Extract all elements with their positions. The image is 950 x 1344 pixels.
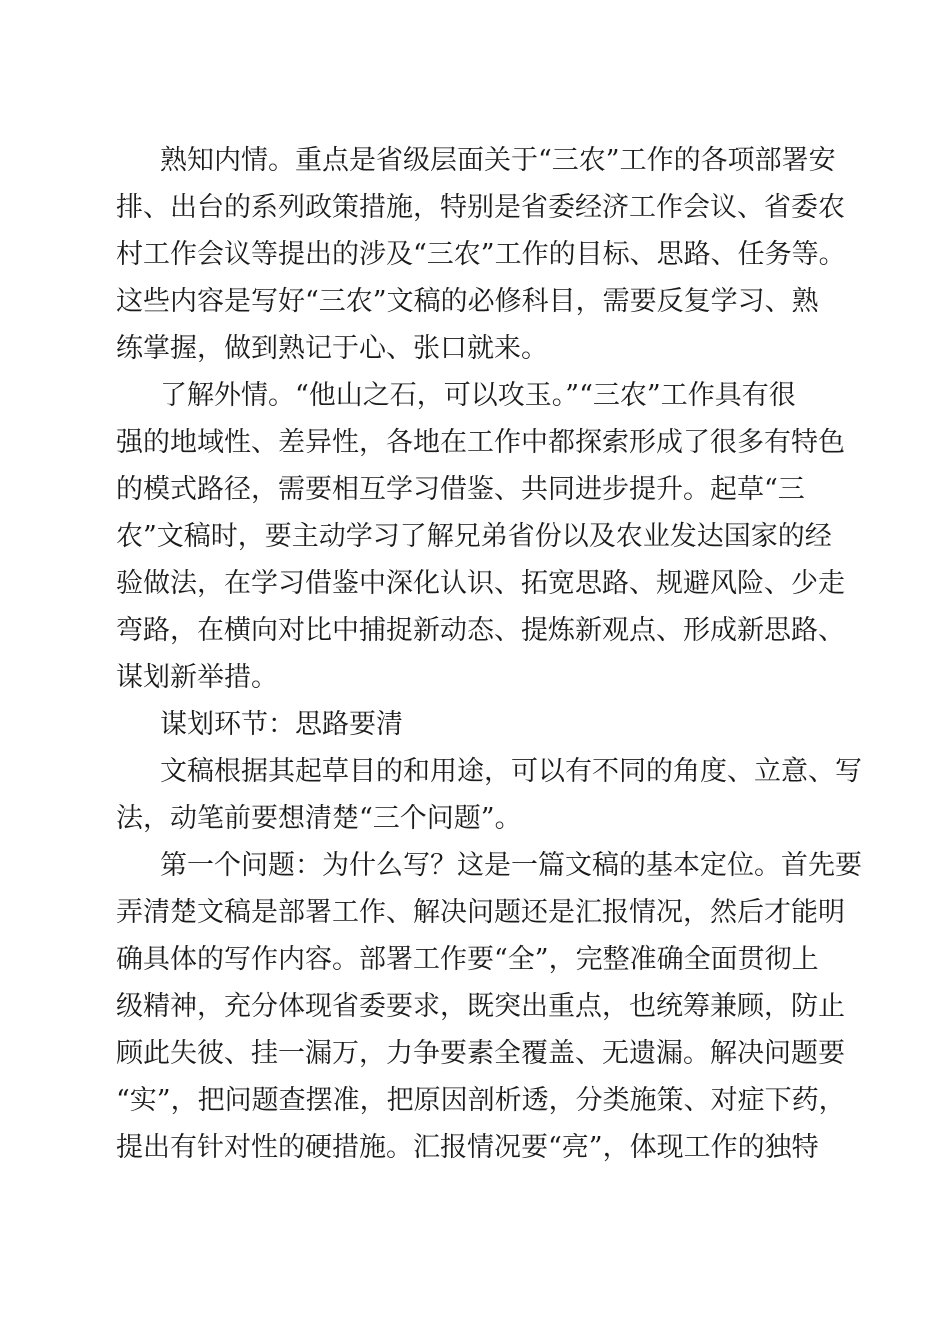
text-line: 验做法，在学习借鉴中深化认识、拓宽思路、规避风险、少走 <box>116 568 845 599</box>
text-line: 法，动笔前要想清楚“三个问题”。 <box>116 803 522 834</box>
text-line: 强的地域性、差异性，各地在工作中都探索形成了很多有特色 <box>116 427 845 458</box>
text-line: 提出有针对性的硬措施。汇报情况要“亮”，体现工作的独特 <box>116 1132 819 1163</box>
text-line: 村工作会议等提出的涉及“三农”工作的目标、思路、任务等。 <box>116 239 846 270</box>
text-line: 第一个问题：为什么写？这是一篇文稿的基本定位。首先要 <box>160 850 862 881</box>
text-line: 了解外情。“他山之石，可以攻玉。”“三农”工作具有很 <box>160 380 796 411</box>
text-line: 排、出台的系列政策措施，特别是省委经济工作会议、省委农 <box>116 192 845 223</box>
text-line: 文稿根据其起草目的和用途，可以有不同的角度、立意、写 <box>160 756 862 787</box>
text-line: 弄清楚文稿是部署工作、解决问题还是汇报情况，然后才能明 <box>116 897 845 928</box>
text-line: 谋划新举措。 <box>116 662 278 693</box>
text-line: 弯路，在横向对比中捕捉新动态、提炼新观点、形成新思路、 <box>116 615 845 646</box>
text-line: 级精神，充分体现省委要求，既突出重点，也统筹兼顾，防止 <box>116 991 845 1022</box>
text-line: 这些内容是写好“三农”文稿的必修科目，需要反复学习、熟 <box>116 286 819 317</box>
text-line: “实”，把问题查摆准，把原因剖析透，分类施策、对症下药， <box>116 1085 846 1116</box>
body-text <box>116 137 862 1171</box>
section-heading: 谋划环节：思路要清 <box>160 709 403 740</box>
text-line: 确具体的写作内容。部署工作要“全”，完整准确全面贯彻上 <box>116 944 819 975</box>
text-line: 农”文稿时，要主动学习了解兄弟省份以及农业发达国家的经 <box>116 521 832 552</box>
text-line: 的模式路径，需要相互学习借鉴、共同进步提升。起草“三 <box>116 474 805 505</box>
text-line: 练掌握，做到熟记于心、张口就来。 <box>116 333 548 364</box>
text-line: 熟知内情。重点是省级层面关于“三农”工作的各项部署安 <box>160 145 836 176</box>
text-line: 顾此失彼、挂一漏万，力争要素全覆盖、无遗漏。解决问题要 <box>116 1038 845 1069</box>
